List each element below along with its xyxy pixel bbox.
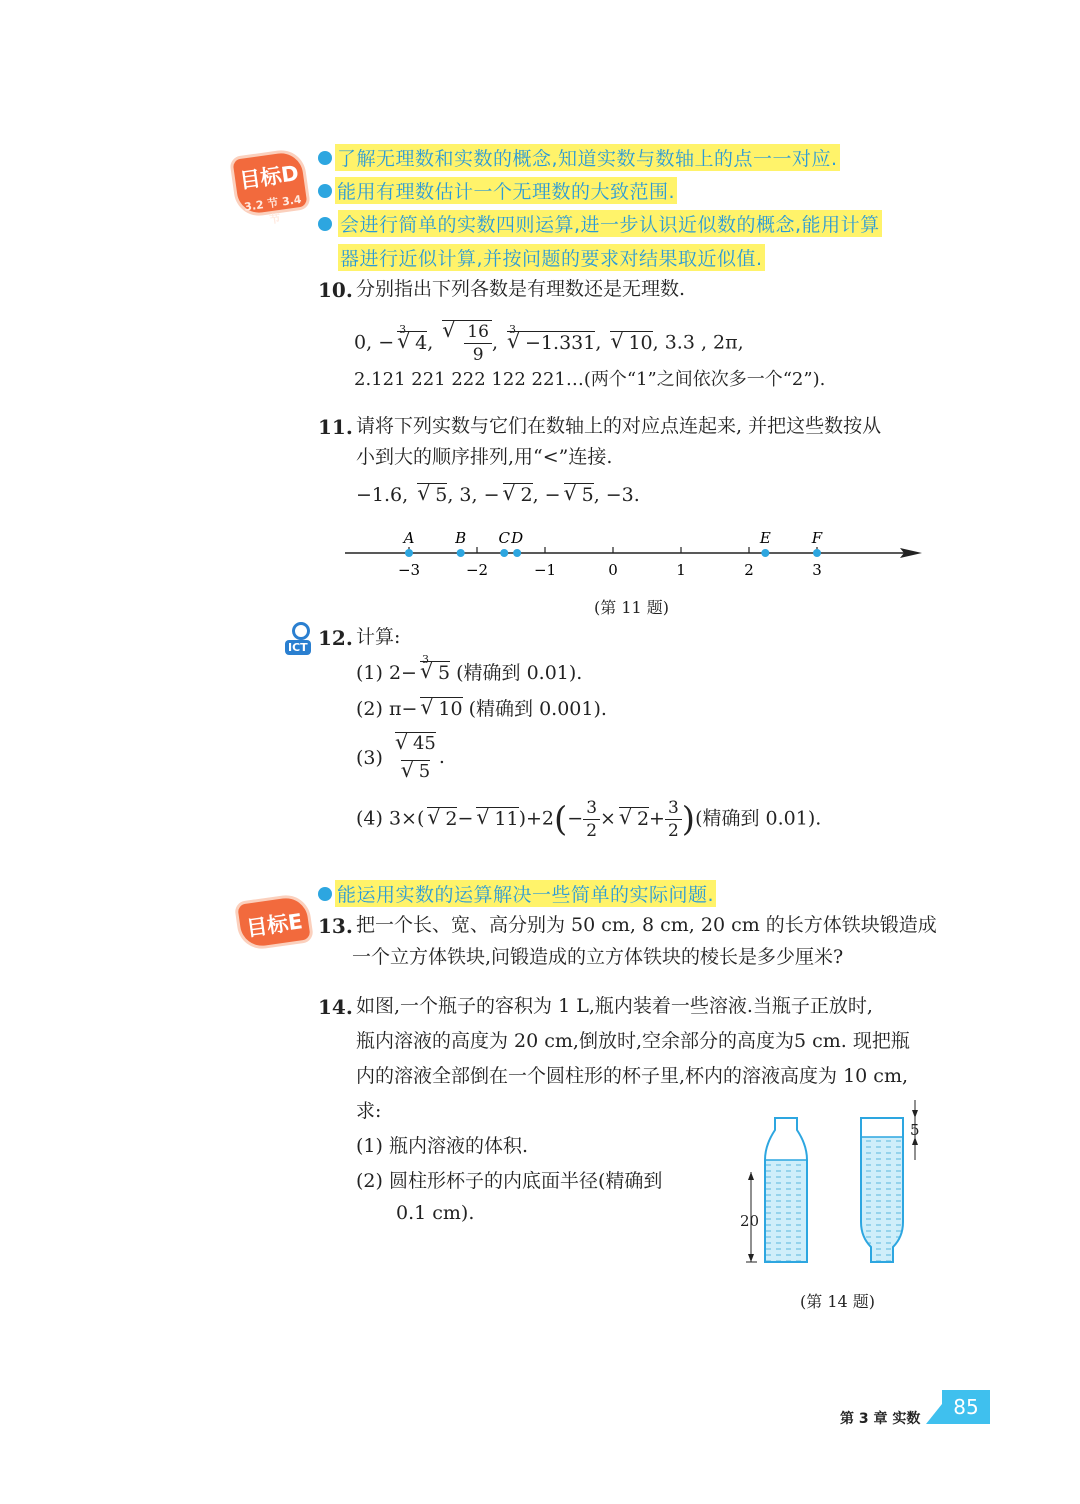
q12-p2-note: (精确到 0.001).: [468, 698, 607, 720]
q10-sqrt-frac: √ $\frac{16}{9}$: [442, 320, 492, 366]
q10-rest: , 3.3 , 2π,: [652, 331, 744, 354]
q12-p1-cbrt: √ 3 5: [420, 661, 450, 684]
number-line: [330, 520, 930, 585]
goal-e-badge: [237, 895, 310, 948]
q12-p2-label: (2): [356, 698, 383, 720]
number-line-tick-label: 2: [744, 561, 754, 579]
q10-cbrt-4: √ 3 4: [397, 331, 427, 354]
q12-p4-d: −: [567, 807, 584, 830]
bullet-dot: [318, 151, 332, 165]
question-14-number: 14.: [318, 995, 353, 1019]
q11-sqrt-5b: √ 5: [564, 483, 594, 506]
question-14-part-2a: (2) 圆柱形杯子的内底面半径(精确到: [356, 1170, 663, 1192]
number-line-tick-label: 0: [608, 561, 618, 579]
question-11-numbers: [356, 483, 640, 506]
q11-n1: −1.6,: [356, 484, 409, 506]
goal-d-badge: [232, 151, 307, 227]
question-14-line-4: 求:: [356, 1100, 382, 1122]
page-number: 85: [942, 1390, 990, 1424]
bullet-dot: [318, 217, 332, 231]
question-14-caption: (第 14 题): [800, 1292, 876, 1311]
number-line-point-e: [761, 549, 769, 557]
goal-d-line-3: 会进行简单的实数四则运算,进一步认识近似数的概念,能用计算: [338, 210, 882, 237]
question-14-part-2b: 0.1 cm).: [396, 1202, 475, 1224]
q12-p2-sqrt: √ 10: [420, 697, 462, 720]
question-11-line-2: 小到大的顺序排列,用“<”连接.: [356, 446, 613, 468]
number-line-point-label: A: [403, 529, 415, 547]
q12-p4-a: 3×(: [388, 807, 425, 830]
question-10-number: 10.: [318, 278, 353, 302]
q12-p1-label: (1): [356, 662, 383, 684]
q11-n2: , 3, −: [447, 484, 500, 506]
q12-p3-frac: √ 45 √ 5: [389, 730, 439, 786]
question-14-line-1: 如图,一个瓶子的容积为 1 L,瓶内装着一些溶液.当瓶子正放时,: [356, 995, 873, 1017]
goal-d-line-2: 能用有理数估计一个无理数的大致范围.: [335, 177, 677, 204]
bottle-figure: [735, 1090, 935, 1275]
q10-zero: 0,: [354, 331, 373, 354]
q12-p4-g: +: [649, 807, 665, 830]
number-line-tick-label: 3: [812, 561, 822, 579]
ict-icon: [285, 622, 315, 656]
question-12-title: 计算:: [356, 626, 401, 648]
chapter-label: 第 3 章 实数: [840, 1411, 921, 1427]
question-11-line-1: 请将下列实数与它们在数轴上的对应点连起来, 并把这些数按从: [356, 415, 882, 437]
q12-part-2: [356, 694, 607, 721]
question-14-line-3: 内的溶液全部倒在一个圆柱形的杯子里,杯内的溶液高度为 10 cm,: [356, 1065, 908, 1087]
q12-part-4: (4) 3×(√ 2−√ 11)+2(− $\frac{3}{2}$ ×√ 2+ $\frac{3}{2}$ )(精确到 0.01).: [356, 797, 821, 842]
number-line-point-label: C: [498, 529, 510, 547]
number-line-point-c: [500, 549, 508, 557]
question-13-number: 13.: [318, 914, 353, 938]
q12-p2-a: π−: [388, 698, 418, 720]
number-line-point-label: D: [511, 529, 524, 547]
bullet-dot: [318, 887, 332, 901]
q12-p4-frac-1: $\frac{3}{2}$: [583, 797, 600, 842]
goal-d-line-1: 了解无理数和实数的概念,知道实数与数轴上的点一一对应.: [335, 144, 840, 171]
number-line-point-a: [405, 549, 413, 557]
number-line-tick-label: −2: [465, 561, 489, 579]
q12-p4-frac-2: $\frac{3}{2}$: [665, 797, 682, 842]
ict-label: ICT: [285, 640, 311, 655]
number-line-point-label: F: [811, 529, 823, 547]
question-10-text: 分别指出下列各数是有理数还是无理数.: [356, 278, 686, 300]
q12-p4-c: )+2: [518, 807, 555, 830]
question-13-line-2: 一个立方体铁块,问锻造成的立方体铁块的棱长是多少厘米?: [352, 946, 844, 968]
goal-d-line-4: 器进行近似计算,并按问题的要求对结果取近似值.: [338, 244, 765, 271]
question-11-caption: (第 11 题): [594, 598, 670, 617]
number-line-point-f: [813, 549, 821, 557]
number-line-point-b: [457, 549, 465, 557]
q12-p1-a: 2−: [388, 662, 417, 684]
q11-n4: , −3.: [593, 484, 640, 506]
q11-sqrt-2: √ 2: [503, 483, 533, 506]
question-14-line-2: 瓶内溶液的高度为 20 cm,倒放时,空余部分的高度为5 cm. 现把瓶: [356, 1030, 910, 1052]
q10-sqrt-10: √ 10: [610, 331, 652, 354]
goal-d-sections: 3.2 节 3.4 节: [243, 192, 303, 227]
q12-p4-sqrt11: √ 11: [476, 807, 518, 830]
goal-e-line: 能运用实数的运算解决一些简单的实际问题.: [335, 880, 716, 907]
q12-p4-note: (精确到 0.01).: [695, 807, 822, 830]
goal-d-badge-title: 目标D: [238, 161, 301, 194]
dim-label-20: 20: [740, 1212, 760, 1230]
number-line-tick-label: −3: [397, 561, 421, 579]
q12-part-1: [356, 653, 583, 685]
q12-p4-sqrt2b: √ 2: [619, 807, 649, 830]
number-line-point-label: B: [455, 529, 467, 547]
question-11-number: 11.: [318, 415, 353, 439]
q11-n3: , −: [532, 484, 561, 506]
number-line-point-d: [513, 549, 521, 557]
q12-p4-e: ×: [600, 807, 616, 830]
goal-e-badge-title: 目标E: [244, 909, 304, 941]
q12-part-3: [356, 730, 445, 786]
q10-neg: −: [378, 331, 395, 354]
q12-p3-end: .: [438, 746, 445, 768]
number-line-tick-label: −1: [533, 561, 557, 579]
bullet-dot: [318, 184, 332, 198]
dim-label-5: 5: [910, 1121, 920, 1139]
q10-cbrt-neg: √ 3 −1.331: [507, 331, 595, 354]
q12-p1-note: (精确到 0.01).: [456, 662, 583, 684]
q11-sqrt-5: √ 5: [417, 483, 447, 506]
q12-p4-label: (4): [356, 807, 383, 830]
question-14-part-1: (1) 瓶内溶液的体积.: [356, 1135, 528, 1157]
question-12-number: 12.: [318, 626, 353, 650]
number-line-tick-label: 1: [676, 561, 686, 579]
question-13-line-1: 把一个长、宽、高分别为 50 cm, 8 cm, 20 cm 的长方体铁块锻造成: [356, 914, 937, 936]
question-10-numbers: 0, − √ 3 4, √ $\frac{16}{9}$ , √ 3 −1.331, √ 10, 3.3 , 2π,: [354, 320, 744, 366]
q12-p4-sqrt2: √ 2: [427, 807, 457, 830]
number-line-point-label: E: [759, 529, 771, 547]
question-10-line-2: 2.121 221 222 122 221…(两个“1”之间依次多一个“2”).: [354, 369, 826, 390]
q12-p3-label: (3): [356, 747, 383, 769]
ict-globe: [292, 622, 310, 640]
q12-p4-b: −: [457, 807, 474, 830]
page-tab-corner: [926, 1404, 942, 1424]
